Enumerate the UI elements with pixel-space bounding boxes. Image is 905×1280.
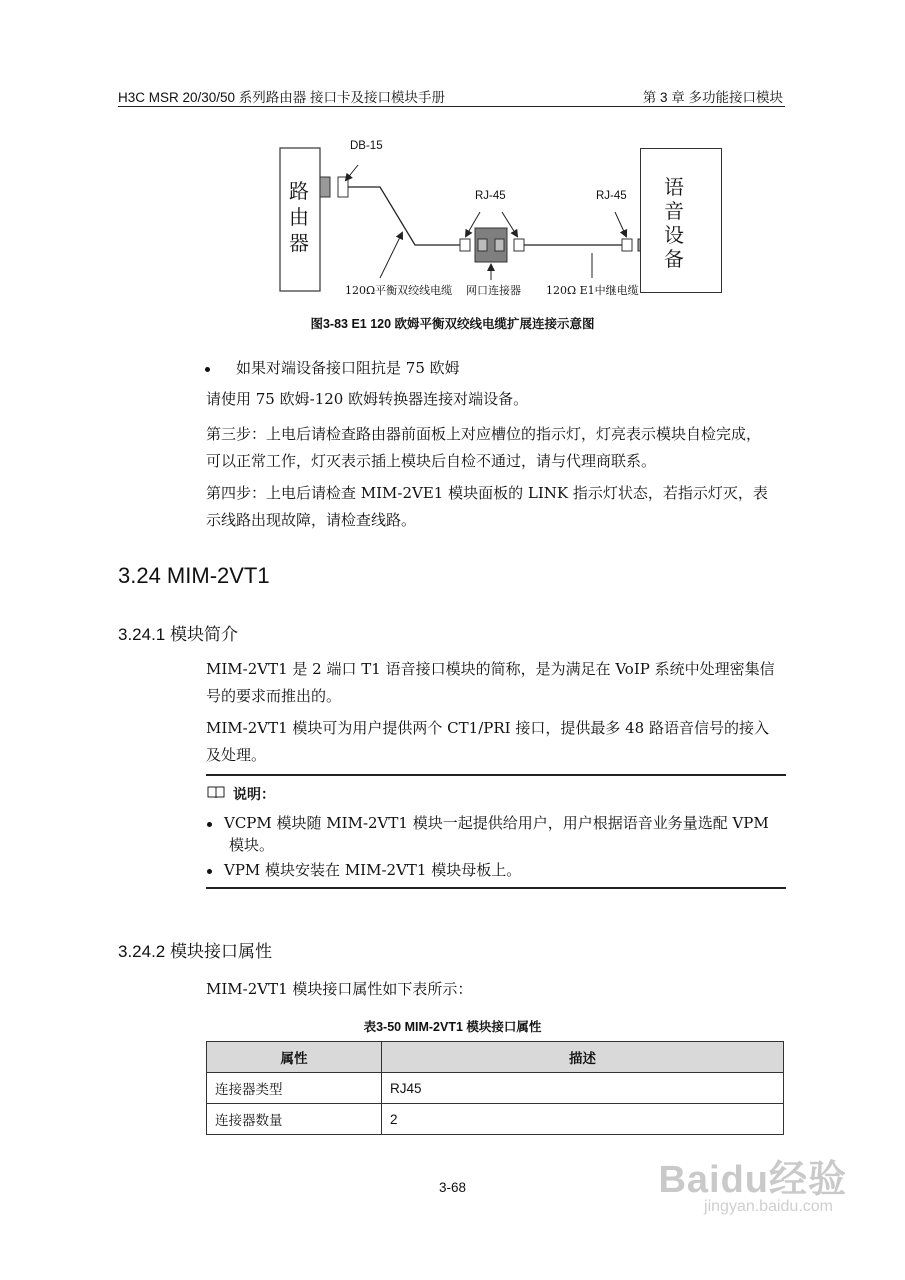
table-cell: 2 (382, 1104, 784, 1135)
table-row (207, 1104, 784, 1135)
step3-line2: 可以正常工作，灯灭表示插上模块后自检不通过，请与代理商联系。 (206, 452, 657, 470)
step4-line1: 第四步：上电后请检查 MIM-2VE1 模块面板的 LINK 指示灯状态，若指示灯灭，表 (206, 484, 768, 502)
note-rule-top (206, 774, 786, 776)
impedance-bullet: 如果对端设备接口阻抗是 75 欧姆 (205, 355, 460, 382)
header-chapter: 第 3 章 多功能接口模块 (642, 90, 783, 105)
page-number: 3-68 (438, 1180, 467, 1195)
intro-para2-line1: MIM-2VT1 模块可为用户提供两个 CT1/PRI 接口，提供最多 48 路语音信号的接入 (206, 719, 769, 737)
voice-device-label: 语音设备 (664, 175, 684, 271)
rj45-plug-mid (514, 239, 524, 251)
intro-para2-line2: 及处理。 (206, 746, 267, 764)
rj45-plug-right (622, 239, 632, 251)
converter-text: 请使用 75 欧姆-120 欧姆转换器连接对端设备。 (206, 390, 529, 408)
note-item-1-cont: 模块。 (229, 836, 275, 854)
table-row (207, 1073, 784, 1104)
subsection-props-title: 3.24.2 模块接口属性 (118, 942, 272, 961)
watermark-url: jingyan.baidu.com (704, 1198, 833, 1215)
note-item-2: VPM 模块安装在 MIM-2VT1 模块母板上。 (207, 857, 521, 884)
header-title: H3C MSR 20/30/50 系列路由器 接口卡及接口模块手册 (118, 90, 446, 105)
table-cell: 连接器类型 (207, 1073, 382, 1104)
table-cell: RJ45 (382, 1073, 784, 1104)
table-header-attr: 属性 (207, 1042, 382, 1073)
note-rule-bottom (206, 887, 786, 889)
cable-left (348, 187, 460, 245)
rj45-label-left: RJ-45 (475, 190, 506, 202)
header-rule (118, 106, 785, 107)
router-port (320, 177, 330, 197)
table-cell: 连接器数量 (207, 1104, 382, 1135)
figure-caption: 图3-83 E1 120 欧姆平衡双绞线电缆扩展连接示意图 (310, 317, 595, 331)
table-caption: 表3-50 MIM-2VT1 模块接口属性 (363, 1020, 542, 1034)
subsection-intro-title: 3.24.1 模块简介 (118, 625, 238, 644)
note-item-1: VCPM 模块随 MIM-2VT1 模块一起提供给用户，用户根据语音业务量选配 VPM (207, 810, 787, 837)
db15-label: DB-15 (350, 140, 383, 152)
rj45-plug-left (460, 239, 470, 251)
note-header: 说明： (207, 784, 275, 804)
rj45-label-right: RJ-45 (596, 190, 627, 202)
cable-left-label: 120Ω平衡双绞线电缆 (345, 284, 453, 297)
watermark-brand: Baidu经验 (658, 1159, 847, 1201)
table-header-row (207, 1042, 784, 1073)
intro-para1-line1: MIM-2VT1 是 2 端口 T1 语音接口模块的简称，是为满足在 VoIP 系统中处理密集信 (206, 660, 775, 678)
properties-table (206, 1041, 784, 1135)
cable-right-label: 120Ω E1中继电缆 (546, 284, 639, 297)
table-header-desc: 描述 (382, 1042, 784, 1073)
bullet-dot (205, 367, 210, 372)
props-intro: MIM-2VT1 模块接口属性如下表所示： (206, 980, 473, 998)
connector-label: 网口连接器 (466, 284, 521, 297)
intro-para1-line2: 号的要求而推出的。 (206, 687, 342, 705)
book-icon (207, 785, 225, 803)
step4-line2: 示线路出现故障，请检查线路。 (206, 511, 417, 529)
step3-line1: 第三步：上电后请检查路由器前面板上对应槽位的指示灯，灯亮表示模块自检完成， (206, 425, 762, 443)
router-label: 路由器 (289, 179, 309, 255)
section-title: 3.24 MIM-2VT1 (118, 563, 270, 588)
